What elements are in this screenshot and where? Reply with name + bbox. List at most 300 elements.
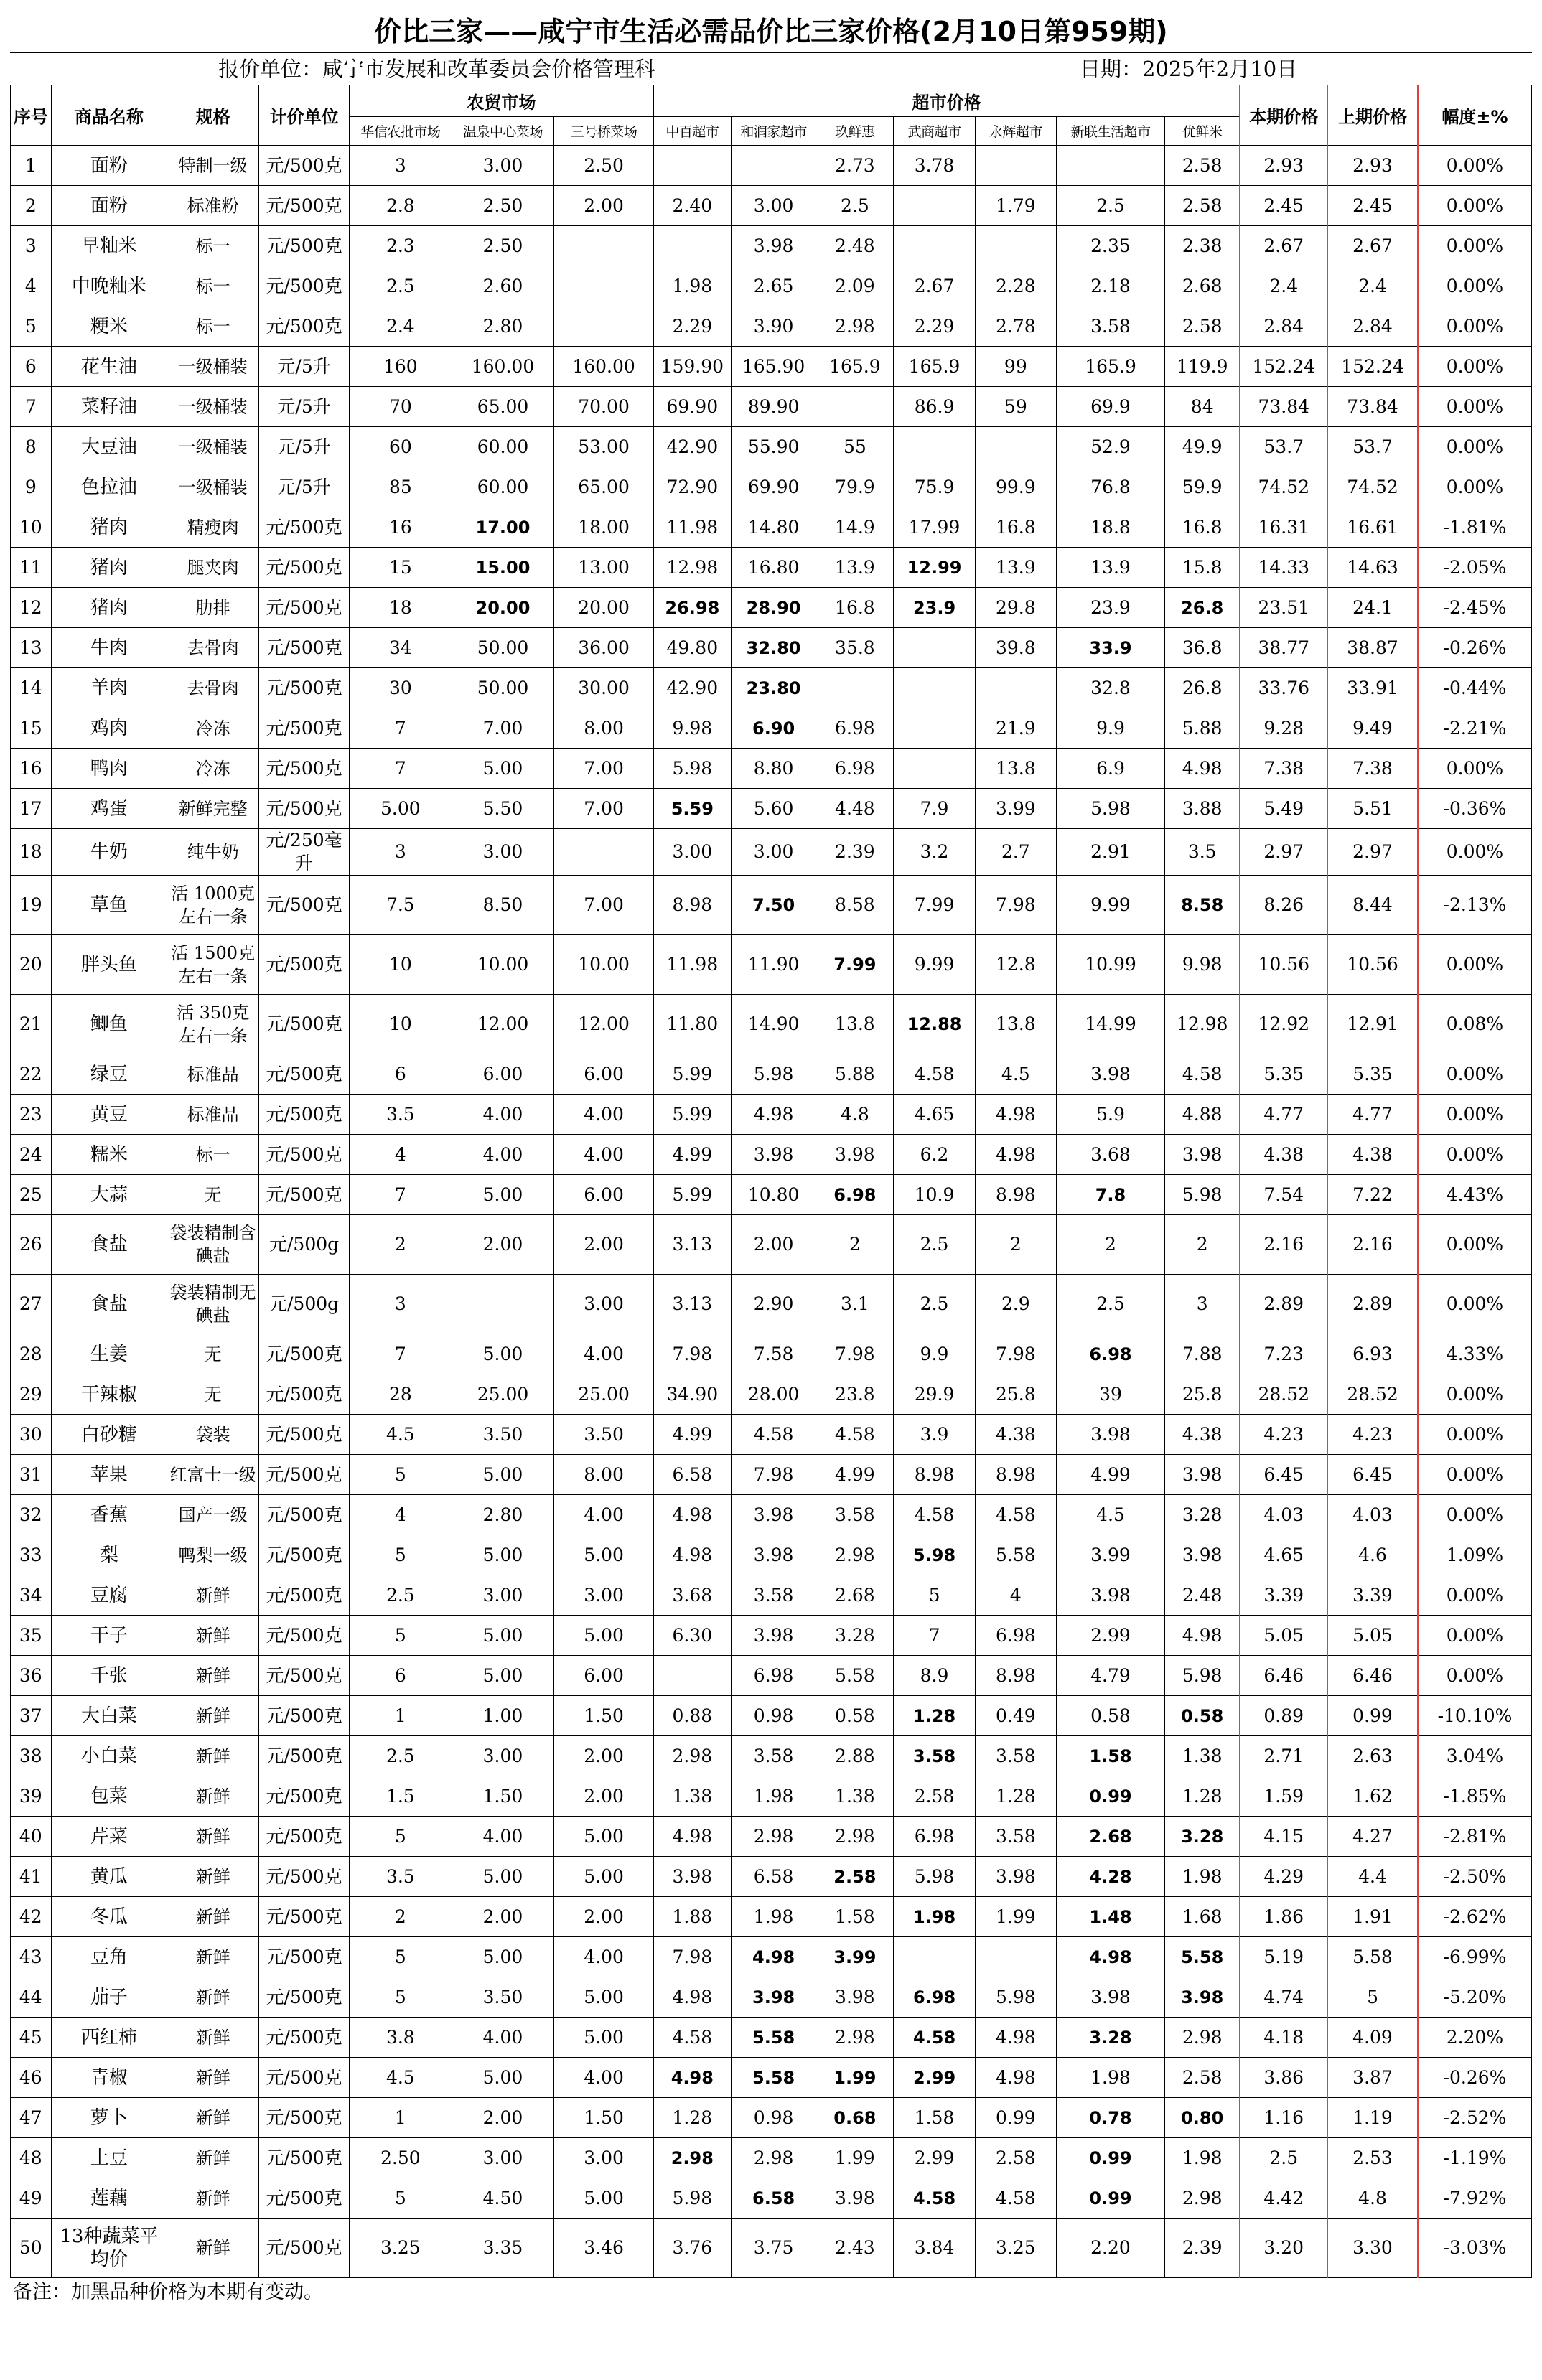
store-price-cell: 5.98 <box>731 1054 816 1095</box>
store-price-cell: 15.00 <box>452 548 554 588</box>
store-price-cell: 5 <box>350 1937 452 1977</box>
store-price-cell: 8.00 <box>554 1455 653 1495</box>
store-price-cell: 3.00 <box>452 829 554 876</box>
store-price-cell: 1.98 <box>1165 1857 1240 1897</box>
store-price-cell: 5.98 <box>975 1977 1056 2018</box>
change-percent-cell: -0.26% <box>1418 2058 1532 2098</box>
store-price-cell: 3.98 <box>1056 1575 1164 1616</box>
col-header-previous-price: 上期价格 <box>1327 85 1418 146</box>
product-spec: 冷冻 <box>167 708 259 749</box>
store-price-cell: 2.5 <box>894 1215 975 1275</box>
store-price-cell: 5.99 <box>653 1175 731 1215</box>
current-price-cell: 8.26 <box>1240 876 1327 935</box>
product-name: 粳米 <box>51 306 167 347</box>
store-price-cell: 3.58 <box>1056 306 1164 347</box>
previous-price-cell: 2.89 <box>1327 1275 1418 1334</box>
price-unit: 元/500g <box>259 1275 350 1334</box>
store-price-cell: 3.76 <box>653 2219 731 2278</box>
store-price-cell: 3.5 <box>350 1857 452 1897</box>
store-price-cell: 3.5 <box>1165 829 1240 876</box>
store-price-cell: 5.98 <box>894 1535 975 1575</box>
store-price-cell: 4.00 <box>452 1817 554 1857</box>
store-price-cell <box>894 226 975 266</box>
product-spec: 新鲜 <box>167 1736 259 1776</box>
price-unit: 元/500克 <box>259 1736 350 1776</box>
store-price-cell: 3.46 <box>554 2219 653 2278</box>
store-price-cell: 2.60 <box>452 266 554 306</box>
store-price-cell: 17.00 <box>452 507 554 548</box>
store-price-cell: 3.25 <box>975 2219 1056 2278</box>
store-price-cell: 4.00 <box>554 1495 653 1535</box>
change-percent-cell: -5.20% <box>1418 1977 1532 2018</box>
row-number: 42 <box>11 1897 52 1937</box>
store-price-cell: 18.8 <box>1056 507 1164 548</box>
store-price-cell: 0.78 <box>1056 2098 1164 2138</box>
store-price-cell: 39.8 <box>975 628 1056 668</box>
store-price-cell: 0.58 <box>1165 1696 1240 1736</box>
row-number: 21 <box>11 995 52 1054</box>
store-price-cell: 5 <box>350 1535 452 1575</box>
store-price-cell: 2.00 <box>452 1897 554 1937</box>
store-price-cell: 15 <box>350 548 452 588</box>
row-number: 49 <box>11 2178 52 2219</box>
store-price-cell: 4.58 <box>731 1415 816 1455</box>
store-price-cell: 4.00 <box>452 1135 554 1175</box>
store-price-cell: 4.58 <box>975 2178 1056 2219</box>
store-price-cell: 7.98 <box>731 1455 816 1495</box>
product-name: 豆腐 <box>51 1575 167 1616</box>
product-spec: 鸭梨一级 <box>167 1535 259 1575</box>
col-header-store: 玖鲜惠 <box>816 117 894 146</box>
price-unit: 元/500克 <box>259 1495 350 1535</box>
change-percent-cell: -1.19% <box>1418 2138 1532 2178</box>
store-price-cell: 1.99 <box>816 2138 894 2178</box>
store-price-cell: 69.9 <box>1056 387 1164 427</box>
change-percent-cell: 1.09% <box>1418 1535 1532 1575</box>
product-name: 胖头鱼 <box>51 935 167 995</box>
store-price-cell: 5.00 <box>452 1334 554 1374</box>
product-name: 西红柿 <box>51 2018 167 2058</box>
store-price-cell: 6.00 <box>452 1054 554 1095</box>
store-price-cell: 5.00 <box>350 789 452 829</box>
store-price-cell: 6.90 <box>731 708 816 749</box>
product-name: 冬瓜 <box>51 1897 167 1937</box>
store-price-cell: 8.58 <box>816 876 894 935</box>
store-price-cell: 3.98 <box>731 1495 816 1535</box>
store-price-cell: 1.58 <box>816 1897 894 1937</box>
store-price-cell: 29.8 <box>975 588 1056 628</box>
store-price-cell: 3.50 <box>452 1415 554 1455</box>
row-number: 3 <box>11 226 52 266</box>
store-price-cell: 4.98 <box>731 1095 816 1135</box>
store-price-cell <box>894 427 975 467</box>
store-price-cell: 5.58 <box>1165 1937 1240 1977</box>
current-price-cell: 4.77 <box>1240 1095 1327 1135</box>
report-info-row <box>10 52 1532 85</box>
store-price-cell: 1.28 <box>1165 1776 1240 1817</box>
table-row <box>11 1215 1532 1275</box>
product-name: 生姜 <box>51 1334 167 1374</box>
change-percent-cell: 0.00% <box>1418 467 1532 507</box>
product-name: 大豆油 <box>51 427 167 467</box>
current-price-cell: 2.16 <box>1240 1215 1327 1275</box>
table-row <box>11 1575 1532 1616</box>
store-price-cell: 4 <box>350 1495 452 1535</box>
store-price-cell: 4.5 <box>1056 1495 1164 1535</box>
table-row <box>11 1616 1532 1656</box>
table-row <box>11 995 1532 1054</box>
store-price-cell: 1.88 <box>653 1897 731 1937</box>
change-percent-cell: 0.00% <box>1418 1095 1532 1135</box>
store-price-cell: 2.00 <box>554 1736 653 1776</box>
store-price-cell: 25.00 <box>554 1374 653 1415</box>
store-price-cell: 39 <box>1056 1374 1164 1415</box>
product-name: 干辣椒 <box>51 1374 167 1415</box>
store-price-cell: 1.50 <box>554 1696 653 1736</box>
store-price-cell <box>816 387 894 427</box>
previous-price-cell: 38.87 <box>1327 628 1418 668</box>
row-number: 2 <box>11 186 52 226</box>
current-price-cell: 38.77 <box>1240 628 1327 668</box>
store-price-cell: 2.90 <box>731 1275 816 1334</box>
store-price-cell: 8.9 <box>894 1656 975 1696</box>
previous-price-cell: 1.62 <box>1327 1776 1418 1817</box>
product-spec: 标一 <box>167 266 259 306</box>
product-spec: 精瘦肉 <box>167 507 259 548</box>
price-unit: 元/500克 <box>259 1334 350 1374</box>
table-row <box>11 226 1532 266</box>
store-price-cell: 8.98 <box>975 1455 1056 1495</box>
store-price-cell: 165.90 <box>731 347 816 387</box>
change-percent-cell: 0.00% <box>1418 427 1532 467</box>
change-percent-cell: -2.05% <box>1418 548 1532 588</box>
store-price-cell: 16.8 <box>816 588 894 628</box>
change-percent-cell: 0.00% <box>1418 1495 1532 1535</box>
store-price-cell <box>816 668 894 708</box>
store-price-cell: 2.09 <box>816 266 894 306</box>
previous-price-cell: 2.4 <box>1327 266 1418 306</box>
store-price-cell: 3.28 <box>1056 2018 1164 2058</box>
change-percent-cell: 0.00% <box>1418 1215 1532 1275</box>
product-spec: 新鲜 <box>167 1897 259 1937</box>
store-price-cell: 4.00 <box>554 1937 653 1977</box>
store-price-cell: 5 <box>350 1455 452 1495</box>
row-number: 37 <box>11 1696 52 1736</box>
row-number: 14 <box>11 668 52 708</box>
col-header-spec: 规格 <box>167 85 259 146</box>
change-percent-cell: -10.10% <box>1418 1696 1532 1736</box>
store-price-cell: 69.90 <box>731 467 816 507</box>
store-price-cell: 2.5 <box>816 186 894 226</box>
store-price-cell: 5.60 <box>731 789 816 829</box>
store-price-cell: 9.98 <box>653 708 731 749</box>
store-price-cell: 5.99 <box>653 1095 731 1135</box>
table-row <box>11 347 1532 387</box>
current-price-cell: 9.28 <box>1240 708 1327 749</box>
store-price-cell: 8.98 <box>975 1656 1056 1696</box>
previous-price-cell: 152.24 <box>1327 347 1418 387</box>
change-percent-cell: 0.00% <box>1418 387 1532 427</box>
store-price-cell: 6.58 <box>653 1455 731 1495</box>
table-row <box>11 548 1532 588</box>
product-spec: 新鲜 <box>167 2098 259 2138</box>
price-unit: 元/500克 <box>259 935 350 995</box>
previous-price-cell: 5.58 <box>1327 1937 1418 1977</box>
store-price-cell: 7.00 <box>554 789 653 829</box>
change-percent-cell: -7.92% <box>1418 2178 1532 2219</box>
store-price-cell: 10 <box>350 995 452 1054</box>
store-price-cell: 5.00 <box>554 1977 653 2018</box>
row-number: 48 <box>11 2138 52 2178</box>
previous-price-cell: 9.49 <box>1327 708 1418 749</box>
previous-price-cell: 28.52 <box>1327 1374 1418 1415</box>
store-price-cell: 2.58 <box>1165 186 1240 226</box>
store-price-cell: 55.90 <box>731 427 816 467</box>
product-spec: 活 350克左右一条 <box>167 995 259 1054</box>
product-spec: 袋装 <box>167 1415 259 1455</box>
store-price-cell <box>894 628 975 668</box>
store-price-cell: 8.98 <box>653 876 731 935</box>
store-price-cell: 3 <box>350 829 452 876</box>
store-price-cell: 99 <box>975 347 1056 387</box>
price-unit: 元/500克 <box>259 1977 350 2018</box>
row-number: 33 <box>11 1535 52 1575</box>
current-price-cell: 4.38 <box>1240 1135 1327 1175</box>
current-price-cell: 7.23 <box>1240 1334 1327 1374</box>
change-percent-cell: -2.50% <box>1418 1857 1532 1897</box>
price-unit: 元/500克 <box>259 1135 350 1175</box>
change-percent-cell: 0.00% <box>1418 1455 1532 1495</box>
current-price-cell: 16.31 <box>1240 507 1327 548</box>
table-row <box>11 2058 1532 2098</box>
change-percent-cell: -1.85% <box>1418 1776 1532 1817</box>
store-price-cell: 6.98 <box>894 1977 975 2018</box>
store-price-cell: 6.98 <box>731 1656 816 1696</box>
table-row <box>11 2138 1532 2178</box>
store-price-cell: 5.00 <box>452 1937 554 1977</box>
store-price-cell: 2.98 <box>816 306 894 347</box>
store-price-cell: 1 <box>350 2098 452 2138</box>
price-unit: 元/500g <box>259 1215 350 1275</box>
store-price-cell: 2.39 <box>1165 2219 1240 2278</box>
store-price-cell: 0.58 <box>1056 1696 1164 1736</box>
price-unit: 元/500克 <box>259 1054 350 1095</box>
price-unit: 元/500克 <box>259 1535 350 1575</box>
store-price-cell: 4.98 <box>653 1535 731 1575</box>
change-percent-cell: 0.00% <box>1418 749 1532 789</box>
store-price-cell: 4.98 <box>731 1937 816 1977</box>
price-unit: 元/500克 <box>259 1937 350 1977</box>
store-price-cell: 4.5 <box>350 2058 452 2098</box>
store-price-cell: 16 <box>350 507 452 548</box>
change-percent-cell: 0.00% <box>1418 1656 1532 1696</box>
product-spec: 新鲜 <box>167 2219 259 2278</box>
store-price-cell: 4.38 <box>975 1415 1056 1455</box>
store-price-cell: 84 <box>1165 387 1240 427</box>
store-price-cell: 4.00 <box>554 2058 653 2098</box>
store-price-cell: 5.00 <box>452 1616 554 1656</box>
previous-price-cell: 4.09 <box>1327 2018 1418 2058</box>
col-header-current-price: 本期价格 <box>1240 85 1327 146</box>
product-spec: 特制一级 <box>167 146 259 186</box>
product-name: 茄子 <box>51 1977 167 2018</box>
store-price-cell: 5.50 <box>452 789 554 829</box>
product-spec: 标一 <box>167 306 259 347</box>
table-row <box>11 1857 1532 1897</box>
previous-price-cell: 6.45 <box>1327 1455 1418 1495</box>
store-price-cell: 53.00 <box>554 427 653 467</box>
price-unit: 元/500克 <box>259 789 350 829</box>
store-price-cell: 4.50 <box>452 2178 554 2219</box>
store-price-cell: 2.5 <box>1056 186 1164 226</box>
table-row <box>11 668 1532 708</box>
row-number: 15 <box>11 708 52 749</box>
store-price-cell: 3 <box>350 1275 452 1334</box>
store-price-cell: 36.00 <box>554 628 653 668</box>
store-price-cell: 0.99 <box>975 2098 1056 2138</box>
group-header-supermarket: 超市价格 <box>653 85 1240 117</box>
product-name: 猪肉 <box>51 507 167 548</box>
store-price-cell: 7.88 <box>1165 1334 1240 1374</box>
store-price-cell: 3.98 <box>731 1135 816 1175</box>
current-price-cell: 1.86 <box>1240 1897 1327 1937</box>
store-price-cell: 4.98 <box>975 2018 1056 2058</box>
row-number: 11 <box>11 548 52 588</box>
change-percent-cell: -0.36% <box>1418 789 1532 829</box>
row-number: 22 <box>11 1054 52 1095</box>
product-name: 面粉 <box>51 146 167 186</box>
store-price-cell: 3.00 <box>452 1736 554 1776</box>
store-price-cell: 1.28 <box>653 2098 731 2138</box>
store-price-cell: 2.58 <box>975 2138 1056 2178</box>
store-price-cell: 3.98 <box>1165 1455 1240 1495</box>
store-price-cell <box>894 749 975 789</box>
store-price-cell: 1.98 <box>1165 2138 1240 2178</box>
row-number: 9 <box>11 467 52 507</box>
store-price-cell: 2.43 <box>816 2219 894 2278</box>
store-price-cell: 5.00 <box>452 1455 554 1495</box>
current-price-cell: 3.39 <box>1240 1575 1327 1616</box>
product-name: 糯米 <box>51 1135 167 1175</box>
store-price-cell: 4.99 <box>1056 1455 1164 1495</box>
product-name: 猪肉 <box>51 588 167 628</box>
current-price-cell: 2.5 <box>1240 2138 1327 2178</box>
current-price-cell: 7.38 <box>1240 749 1327 789</box>
store-price-cell: 34.90 <box>653 1374 731 1415</box>
store-price-cell: 4.5 <box>350 1415 452 1455</box>
store-price-cell: 20.00 <box>554 588 653 628</box>
store-price-cell: 2.68 <box>1165 266 1240 306</box>
store-price-cell: 5.00 <box>554 1857 653 1897</box>
current-price-cell: 4.74 <box>1240 1977 1327 2018</box>
table-row <box>11 427 1532 467</box>
store-price-cell: 18 <box>350 588 452 628</box>
store-price-cell: 16.80 <box>731 548 816 588</box>
table-row <box>11 1374 1532 1415</box>
store-price-cell: 4.00 <box>554 1135 653 1175</box>
price-unit: 元/5升 <box>259 347 350 387</box>
store-price-cell: 2.4 <box>350 306 452 347</box>
store-price-cell: 2.98 <box>816 1817 894 1857</box>
store-price-cell: 0.88 <box>653 1696 731 1736</box>
price-unit: 元/500克 <box>259 588 350 628</box>
previous-price-cell: 8.44 <box>1327 876 1418 935</box>
store-price-cell: 7.9 <box>894 789 975 829</box>
current-price-cell: 10.56 <box>1240 935 1327 995</box>
store-price-cell: 4.00 <box>554 1095 653 1135</box>
store-price-cell: 6.98 <box>816 1175 894 1215</box>
store-price-cell <box>653 226 731 266</box>
store-price-cell: 5.00 <box>452 1535 554 1575</box>
store-price-cell: 2.00 <box>452 2098 554 2138</box>
store-price-cell: 7 <box>350 749 452 789</box>
current-price-cell: 6.45 <box>1240 1455 1327 1495</box>
store-price-cell: 119.9 <box>1165 347 1240 387</box>
store-price-cell: 3.58 <box>894 1736 975 1776</box>
store-price-cell: 3.00 <box>731 829 816 876</box>
store-price-cell: 3.28 <box>1165 1495 1240 1535</box>
product-spec: 新鲜 <box>167 1656 259 1696</box>
product-name: 白砂糖 <box>51 1415 167 1455</box>
row-number: 18 <box>11 829 52 876</box>
product-name: 牛奶 <box>51 829 167 876</box>
col-header-store: 武商超市 <box>894 117 975 146</box>
store-price-cell: 5.88 <box>816 1054 894 1095</box>
product-spec: 一级桶装 <box>167 467 259 507</box>
previous-price-cell: 74.52 <box>1327 467 1418 507</box>
change-percent-cell: -1.81% <box>1418 507 1532 548</box>
store-price-cell: 4.28 <box>1056 1857 1164 1897</box>
price-unit: 元/500克 <box>259 876 350 935</box>
store-price-cell: 7.98 <box>816 1334 894 1374</box>
previous-price-cell: 6.93 <box>1327 1334 1418 1374</box>
row-number: 36 <box>11 1656 52 1696</box>
store-price-cell: 2 <box>350 1897 452 1937</box>
store-price-cell: 3.50 <box>452 1977 554 2018</box>
store-price-cell: 5.00 <box>554 1616 653 1656</box>
store-price-cell: 2.98 <box>1165 2018 1240 2058</box>
store-price-cell: 5.98 <box>894 1857 975 1897</box>
store-price-cell: 2.29 <box>894 306 975 347</box>
row-number: 1 <box>11 146 52 186</box>
store-price-cell: 2.5 <box>350 1736 452 1776</box>
store-price-cell: 2.00 <box>452 1215 554 1275</box>
store-price-cell: 0.68 <box>816 2098 894 2138</box>
store-price-cell: 3.9 <box>894 1415 975 1455</box>
product-name: 鸭肉 <box>51 749 167 789</box>
current-price-cell: 1.16 <box>1240 2098 1327 2138</box>
store-price-cell: 3.98 <box>731 226 816 266</box>
store-price-cell: 4.38 <box>1165 1415 1240 1455</box>
col-header-store: 中百超市 <box>653 117 731 146</box>
store-price-cell: 12.8 <box>975 935 1056 995</box>
store-price-cell: 3.00 <box>554 1575 653 1616</box>
previous-price-cell: 3.30 <box>1327 2219 1418 2278</box>
store-price-cell: 2.50 <box>452 226 554 266</box>
store-price-cell: 5.00 <box>452 1175 554 1215</box>
store-price-cell: 3.98 <box>816 1977 894 2018</box>
store-price-cell: 3.2 <box>894 829 975 876</box>
price-unit: 元/500克 <box>259 1857 350 1897</box>
current-price-cell: 4.29 <box>1240 1857 1327 1897</box>
current-price-cell: 4.65 <box>1240 1535 1327 1575</box>
store-price-cell: 2.20 <box>1056 2219 1164 2278</box>
store-price-cell: 5.59 <box>653 789 731 829</box>
store-price-cell: 6.58 <box>731 2178 816 2219</box>
product-spec: 国产一级 <box>167 1495 259 1535</box>
current-price-cell: 5.19 <box>1240 1937 1327 1977</box>
col-header-store: 华信农批市场 <box>350 117 452 146</box>
